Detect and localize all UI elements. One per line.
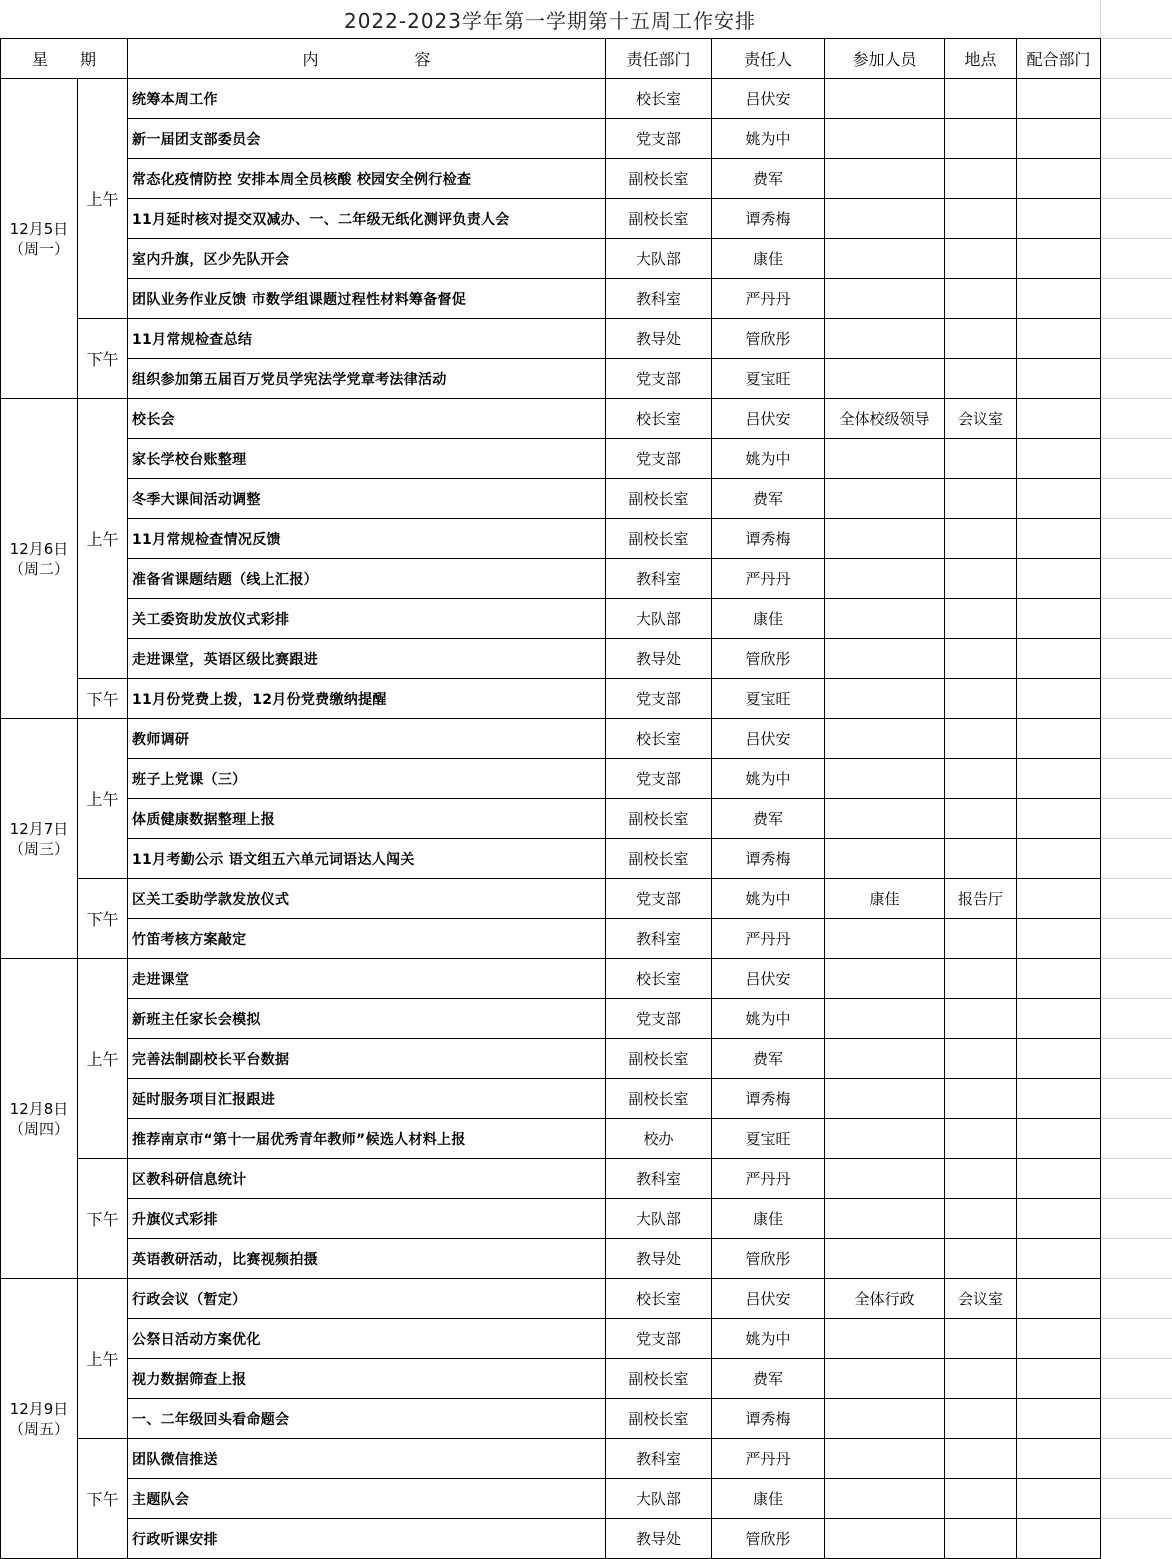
table-row (1, 1199, 1101, 1239)
participants (825, 1199, 945, 1239)
period-afternoon: 下午 (78, 1159, 128, 1279)
weekly-schedule-table (0, 38, 1101, 1559)
cooperating-department (1017, 1039, 1101, 1079)
cooperating-department (1017, 399, 1101, 439)
table-row (1, 1519, 1101, 1559)
task-content: 教师调研 (128, 719, 606, 759)
location (945, 999, 1017, 1039)
participants (825, 359, 945, 399)
table-row (1, 1239, 1101, 1279)
table-row (1, 879, 1101, 919)
period-morning: 上午 (78, 79, 128, 319)
cooperating-department (1017, 79, 1101, 119)
participants (825, 1479, 945, 1519)
location (945, 959, 1017, 999)
responsible-department: 校长室 (606, 719, 712, 759)
cooperating-department (1017, 1319, 1101, 1359)
responsible-department: 大队部 (606, 1479, 712, 1519)
period-afternoon: 下午 (78, 679, 128, 719)
location (945, 639, 1017, 679)
location (945, 839, 1017, 879)
participants (825, 1399, 945, 1439)
responsible-department: 大队部 (606, 1199, 712, 1239)
cooperating-department (1017, 1439, 1101, 1479)
location (945, 159, 1017, 199)
responsible-person: 严丹丹 (712, 1439, 825, 1479)
responsible-person: 吕伏安 (712, 79, 825, 119)
responsible-department: 副校长室 (606, 479, 712, 519)
responsible-person: 费军 (712, 479, 825, 519)
participants (825, 199, 945, 239)
responsible-person: 姚为中 (712, 879, 825, 919)
task-content: 走进课堂 (128, 959, 606, 999)
cooperating-department (1017, 519, 1101, 559)
day-date: 12月8日 (9, 1099, 69, 1118)
task-content: 校长会 (128, 399, 606, 439)
cooperating-department (1017, 839, 1101, 879)
location (945, 1239, 1017, 1279)
responsible-person: 费军 (712, 1039, 825, 1079)
participants (825, 679, 945, 719)
participants (825, 999, 945, 1039)
responsible-department: 教科室 (606, 1159, 712, 1199)
location (945, 519, 1017, 559)
day-cell (1, 959, 78, 1279)
responsible-department: 校长室 (606, 399, 712, 439)
participants (825, 479, 945, 519)
responsible-person: 姚为中 (712, 999, 825, 1039)
task-content: 团队业务作业反馈 市数学组课题过程性材料筹备督促 (128, 279, 606, 319)
responsible-department: 教导处 (606, 639, 712, 679)
day-date: 12月5日 (9, 219, 69, 238)
cooperating-department (1017, 1479, 1101, 1519)
header-department: 责任部门 (606, 39, 712, 79)
responsible-person: 谭秀梅 (712, 199, 825, 239)
participants (825, 919, 945, 959)
responsible-person: 费军 (712, 799, 825, 839)
location: 会议室 (945, 1279, 1017, 1319)
location: 报告厅 (945, 879, 1017, 919)
responsible-person: 吕伏安 (712, 959, 825, 999)
cooperating-department (1017, 239, 1101, 279)
table-row (1, 279, 1101, 319)
cooperating-department (1017, 759, 1101, 799)
responsible-department: 副校长室 (606, 1039, 712, 1079)
participants: 全体校级领导 (825, 399, 945, 439)
table-row (1, 399, 1101, 439)
location (945, 1479, 1017, 1519)
participants (825, 1119, 945, 1159)
cooperating-department (1017, 1119, 1101, 1159)
location (945, 759, 1017, 799)
task-content: 公祭日活动方案优化 (128, 1319, 606, 1359)
table-row (1, 959, 1101, 999)
responsible-department: 教科室 (606, 279, 712, 319)
location (945, 919, 1017, 959)
cooperating-department (1017, 199, 1101, 239)
location (945, 599, 1017, 639)
responsible-department: 教科室 (606, 1439, 712, 1479)
task-content: 关工委资助发放仪式彩排 (128, 599, 606, 639)
cooperating-department (1017, 359, 1101, 399)
table-row (1, 679, 1101, 719)
participants (825, 239, 945, 279)
task-content: 家长学校台账整理 (128, 439, 606, 479)
table-row (1, 839, 1101, 879)
responsible-department: 教科室 (606, 559, 712, 599)
responsible-person: 康佳 (712, 599, 825, 639)
table-row (1, 319, 1101, 359)
location (945, 1519, 1017, 1559)
location (945, 1399, 1017, 1439)
participants (825, 839, 945, 879)
responsible-person: 姚为中 (712, 1319, 825, 1359)
period-morning: 上午 (78, 399, 128, 679)
responsible-person: 谭秀梅 (712, 519, 825, 559)
location (945, 199, 1017, 239)
responsible-person: 姚为中 (712, 759, 825, 799)
task-content: 推荐南京市“第十一届优秀青年教师”候选人材料上报 (128, 1119, 606, 1159)
location (945, 319, 1017, 359)
cooperating-department (1017, 119, 1101, 159)
table-row (1, 1359, 1101, 1399)
task-content: 体质健康数据整理上报 (128, 799, 606, 839)
table-row (1, 559, 1101, 599)
task-content: 延时服务项目汇报跟进 (128, 1079, 606, 1119)
location (945, 79, 1017, 119)
cooperating-department (1017, 999, 1101, 1039)
responsible-department: 副校长室 (606, 839, 712, 879)
responsible-department: 副校长室 (606, 1399, 712, 1439)
participants: 康佳 (825, 879, 945, 919)
table-row (1, 239, 1101, 279)
responsible-department: 大队部 (606, 599, 712, 639)
table-row (1, 1119, 1101, 1159)
table-row (1, 1399, 1101, 1439)
table-row (1, 719, 1101, 759)
table-row (1, 1079, 1101, 1119)
location (945, 1159, 1017, 1199)
period-afternoon: 下午 (78, 879, 128, 959)
task-content: 11月份党费上拨，12月份党费缴纳提醒 (128, 679, 606, 719)
location (945, 359, 1017, 399)
spreadsheet-margin-grid (1100, 0, 1172, 1558)
responsible-person: 夏宝旺 (712, 679, 825, 719)
location: 会议室 (945, 399, 1017, 439)
table-row (1, 519, 1101, 559)
participants (825, 519, 945, 559)
table-row (1, 159, 1101, 199)
participants (825, 1439, 945, 1479)
period-morning: 上午 (78, 959, 128, 1159)
location (945, 1119, 1017, 1159)
participants (825, 1519, 945, 1559)
table-row (1, 199, 1101, 239)
participants (825, 799, 945, 839)
responsible-department: 副校长室 (606, 1359, 712, 1399)
cooperating-department (1017, 1159, 1101, 1199)
task-content: 完善法制副校长平台数据 (128, 1039, 606, 1079)
table-row (1, 1039, 1101, 1079)
responsible-person: 管欣彤 (712, 1519, 825, 1559)
cooperating-department (1017, 719, 1101, 759)
day-weekday: （周三） (8, 839, 69, 858)
responsible-person: 严丹丹 (712, 279, 825, 319)
table-row (1, 639, 1101, 679)
day-weekday: （周四） (8, 1119, 69, 1138)
table-row (1, 599, 1101, 639)
task-content: 走进课堂，英语区级比赛跟进 (128, 639, 606, 679)
responsible-person: 谭秀梅 (712, 839, 825, 879)
location (945, 1199, 1017, 1239)
participants (825, 759, 945, 799)
table-row (1, 799, 1101, 839)
task-content: 竹笛考核方案敲定 (128, 919, 606, 959)
header-cooperate: 配合部门 (1017, 39, 1101, 79)
table-row (1, 1159, 1101, 1199)
task-content: 一、二年级回头看命题会 (128, 1399, 606, 1439)
responsible-person: 管欣彤 (712, 639, 825, 679)
responsible-department: 党支部 (606, 999, 712, 1039)
responsible-person: 康佳 (712, 239, 825, 279)
task-content: 组织参加第五届百万党员学宪法学党章考法律活动 (128, 359, 606, 399)
task-content: 室内升旗，区少先队开会 (128, 239, 606, 279)
responsible-department: 副校长室 (606, 1079, 712, 1119)
participants (825, 959, 945, 999)
responsible-person: 吕伏安 (712, 1279, 825, 1319)
location (945, 679, 1017, 719)
responsible-person: 严丹丹 (712, 1159, 825, 1199)
task-content: 11月常规检查总结 (128, 319, 606, 359)
responsible-person: 吕伏安 (712, 399, 825, 439)
cooperating-department (1017, 1079, 1101, 1119)
responsible-department: 党支部 (606, 359, 712, 399)
period-morning: 上午 (78, 1279, 128, 1439)
task-content: 主题队会 (128, 1479, 606, 1519)
table-row (1, 479, 1101, 519)
participants (825, 1239, 945, 1279)
table-row (1, 759, 1101, 799)
responsible-department: 党支部 (606, 679, 712, 719)
schedule-body (1, 79, 1101, 1559)
task-content: 新一届团支部委员会 (128, 119, 606, 159)
header-weekday: 星 期 (1, 39, 128, 79)
header-participants: 参加人员 (825, 39, 945, 79)
table-row (1, 119, 1101, 159)
participants (825, 279, 945, 319)
task-content: 视力数据筛查上报 (128, 1359, 606, 1399)
cooperating-department (1017, 479, 1101, 519)
location (945, 1079, 1017, 1119)
participants (825, 719, 945, 759)
responsible-person: 康佳 (712, 1199, 825, 1239)
responsible-department: 党支部 (606, 759, 712, 799)
location (945, 1439, 1017, 1479)
responsible-person: 管欣彤 (712, 1239, 825, 1279)
header-person: 责任人 (712, 39, 825, 79)
responsible-person: 吕伏安 (712, 719, 825, 759)
responsible-person: 谭秀梅 (712, 1399, 825, 1439)
schedule-title: 2022-2023学年第一学期第十五周工作安排 (0, 0, 1100, 39)
day-weekday: （周五） (8, 1419, 69, 1438)
day-weekday: （周二） (8, 559, 69, 578)
location (945, 439, 1017, 479)
participants (825, 1359, 945, 1399)
cooperating-department (1017, 439, 1101, 479)
cooperating-department (1017, 599, 1101, 639)
participants (825, 1319, 945, 1359)
cooperating-department (1017, 559, 1101, 599)
day-cell (1, 79, 78, 399)
day-cell (1, 399, 78, 719)
responsible-department: 教科室 (606, 919, 712, 959)
participants (825, 639, 945, 679)
cooperating-department (1017, 1399, 1101, 1439)
responsible-person: 康佳 (712, 1479, 825, 1519)
cooperating-department (1017, 959, 1101, 999)
responsible-department: 副校长室 (606, 199, 712, 239)
participants (825, 1159, 945, 1199)
responsible-person: 谭秀梅 (712, 1079, 825, 1119)
participants (825, 79, 945, 119)
header-content: 内 容 (128, 39, 606, 79)
responsible-department: 教导处 (606, 319, 712, 359)
participants (825, 439, 945, 479)
location (945, 479, 1017, 519)
task-content: 英语教研活动，比赛视频拍摄 (128, 1239, 606, 1279)
participants (825, 159, 945, 199)
header-location: 地点 (945, 39, 1017, 79)
participants (825, 559, 945, 599)
task-content: 行政会议（暂定） (128, 1279, 606, 1319)
task-content: 新班主任家长会模拟 (128, 999, 606, 1039)
table-row (1, 1319, 1101, 1359)
table-row (1, 359, 1101, 399)
task-content: 升旗仪式彩排 (128, 1199, 606, 1239)
responsible-person: 严丹丹 (712, 919, 825, 959)
responsible-department: 党支部 (606, 1319, 712, 1359)
responsible-department: 校长室 (606, 1279, 712, 1319)
task-content: 11月常规检查情况反馈 (128, 519, 606, 559)
table-row (1, 919, 1101, 959)
task-content: 团队微信推送 (128, 1439, 606, 1479)
location (945, 559, 1017, 599)
location (945, 719, 1017, 759)
task-content: 统筹本周工作 (128, 79, 606, 119)
day-date: 12月9日 (9, 1399, 69, 1418)
location (945, 1319, 1017, 1359)
responsible-department: 教导处 (606, 1239, 712, 1279)
task-content: 班子上党课（三） (128, 759, 606, 799)
period-afternoon: 下午 (78, 1439, 128, 1559)
responsible-person: 费军 (712, 159, 825, 199)
location (945, 1039, 1017, 1079)
day-cell (1, 1279, 78, 1559)
table-row (1, 1479, 1101, 1519)
table-row (1, 1279, 1101, 1319)
table-row (1, 1439, 1101, 1479)
task-content: 行政听课安排 (128, 1519, 606, 1559)
responsible-person: 姚为中 (712, 119, 825, 159)
participants (825, 119, 945, 159)
cooperating-department (1017, 679, 1101, 719)
cooperating-department (1017, 639, 1101, 679)
cooperating-department (1017, 279, 1101, 319)
cooperating-department (1017, 1199, 1101, 1239)
cooperating-department (1017, 1279, 1101, 1319)
responsible-person: 严丹丹 (712, 559, 825, 599)
table-row (1, 79, 1101, 119)
task-content: 冬季大课间活动调整 (128, 479, 606, 519)
responsible-department: 副校长室 (606, 519, 712, 559)
location (945, 279, 1017, 319)
cooperating-department (1017, 799, 1101, 839)
task-content: 常态化疫情防控 安排本周全员核酸 校园安全例行检查 (128, 159, 606, 199)
participants (825, 599, 945, 639)
responsible-department: 教导处 (606, 1519, 712, 1559)
cooperating-department (1017, 1239, 1101, 1279)
task-content: 区关工委助学款发放仪式 (128, 879, 606, 919)
location (945, 239, 1017, 279)
responsible-department: 校办 (606, 1119, 712, 1159)
task-content: 11月延时核对提交双减办、一、二年级无纸化测评负责人会 (128, 199, 606, 239)
task-content: 区教科研信息统计 (128, 1159, 606, 1199)
responsible-person: 姚为中 (712, 439, 825, 479)
task-content: 准备省课题结题（线上汇报） (128, 559, 606, 599)
cooperating-department (1017, 1519, 1101, 1559)
table-row (1, 439, 1101, 479)
responsible-department: 校长室 (606, 79, 712, 119)
responsible-department: 副校长室 (606, 159, 712, 199)
location (945, 119, 1017, 159)
responsible-department: 党支部 (606, 119, 712, 159)
cooperating-department (1017, 919, 1101, 959)
location (945, 1359, 1017, 1399)
day-date: 12月6日 (9, 539, 69, 558)
responsible-department: 党支部 (606, 439, 712, 479)
cooperating-department (1017, 1359, 1101, 1399)
day-date: 12月7日 (9, 819, 69, 838)
participants (825, 1039, 945, 1079)
task-content: 11月考勤公示 语文组五六单元词语达人闯关 (128, 839, 606, 879)
participants (825, 1079, 945, 1119)
location (945, 799, 1017, 839)
responsible-person: 夏宝旺 (712, 1119, 825, 1159)
participants: 全体行政 (825, 1279, 945, 1319)
cooperating-department (1017, 879, 1101, 919)
participants (825, 319, 945, 359)
day-weekday: （周一） (8, 239, 69, 258)
responsible-department: 校长室 (606, 959, 712, 999)
cooperating-department (1017, 319, 1101, 359)
responsible-department: 党支部 (606, 879, 712, 919)
responsible-department: 副校长室 (606, 799, 712, 839)
responsible-person: 管欣彤 (712, 319, 825, 359)
period-morning: 上午 (78, 719, 128, 879)
responsible-person: 费军 (712, 1359, 825, 1399)
table-row (1, 999, 1101, 1039)
responsible-department: 大队部 (606, 239, 712, 279)
cooperating-department (1017, 159, 1101, 199)
day-cell (1, 719, 78, 959)
responsible-person: 夏宝旺 (712, 359, 825, 399)
header-row (1, 39, 1101, 79)
period-afternoon: 下午 (78, 319, 128, 399)
